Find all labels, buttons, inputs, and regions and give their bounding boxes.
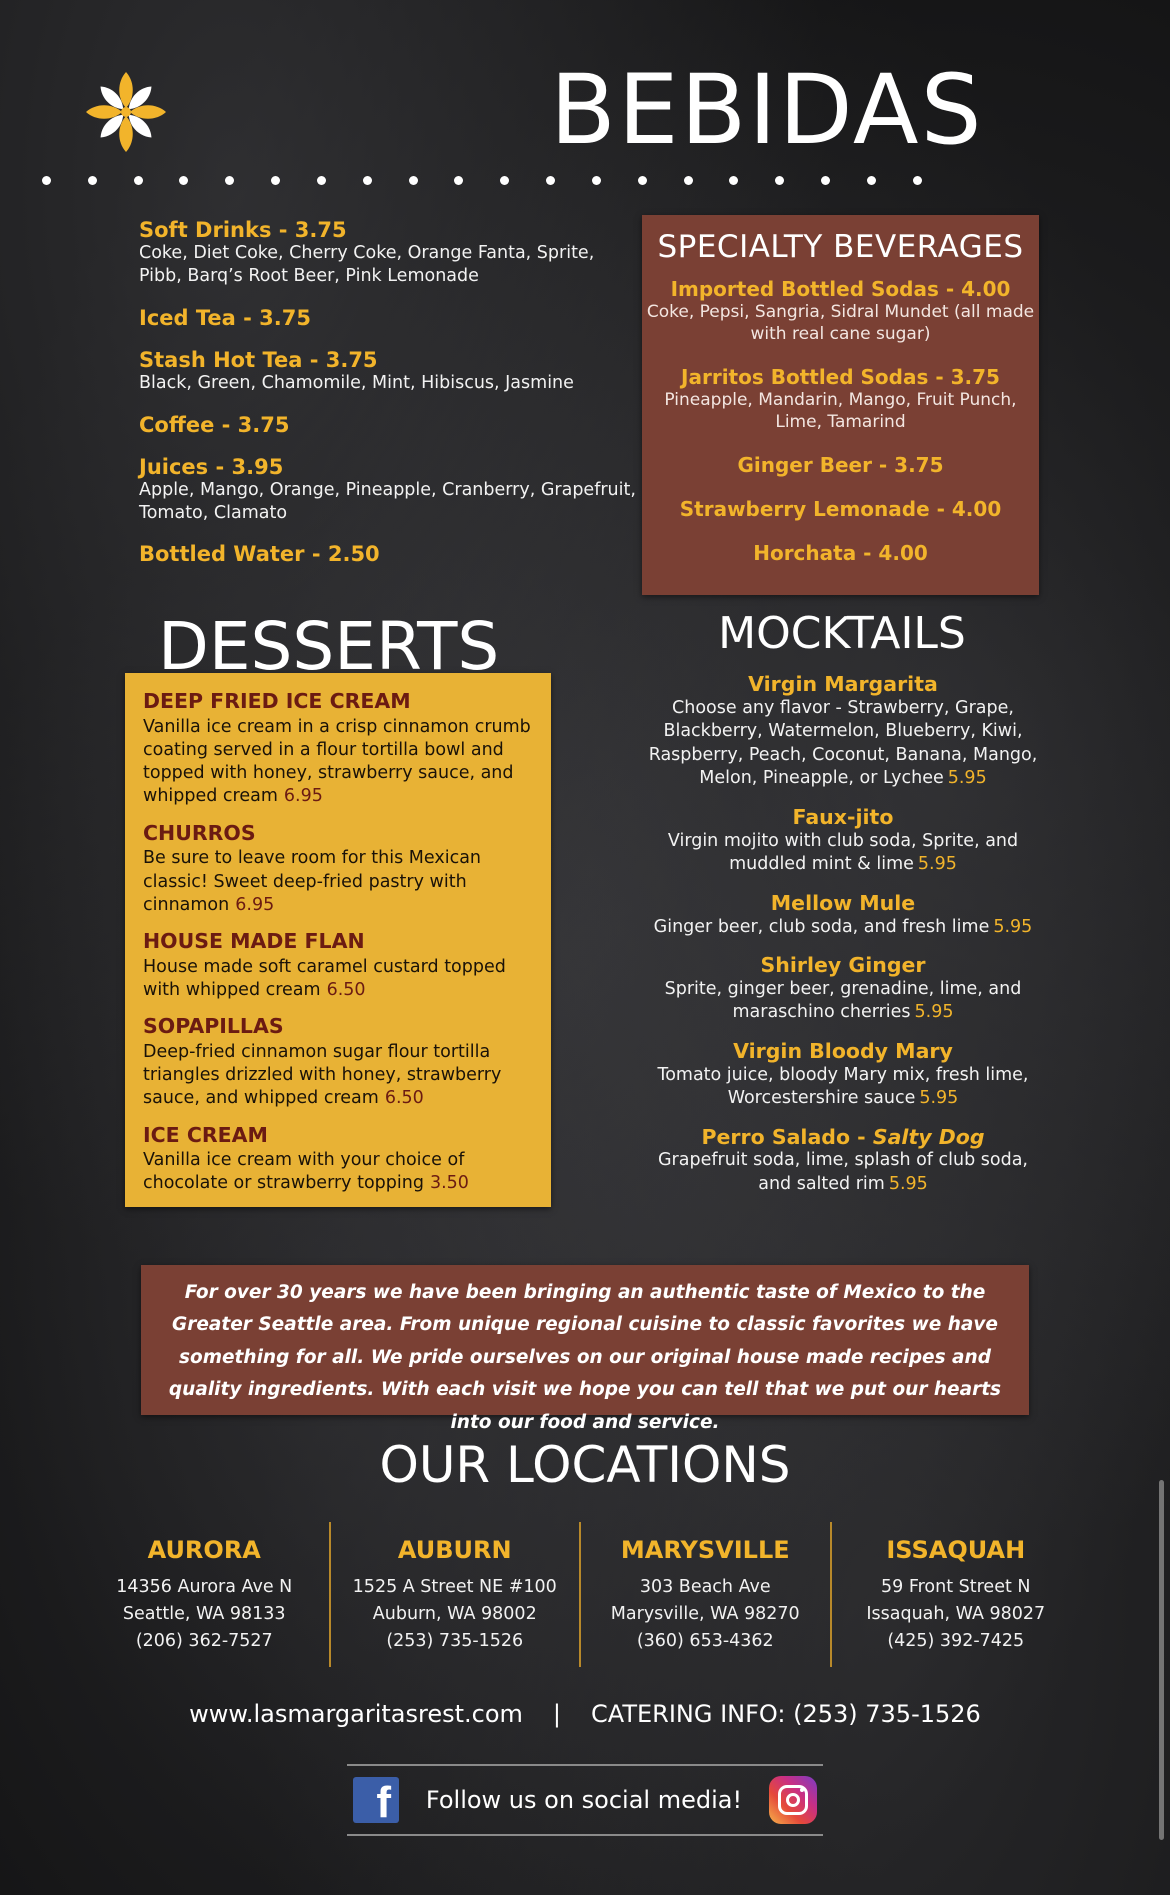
mocktail-price: 5.95 (917, 854, 957, 875)
list-item (139, 306, 639, 330)
website-link[interactable]: www.lasmargaritasrest.com (189, 1700, 523, 1728)
list-item (143, 1123, 533, 1196)
list-item (640, 805, 1046, 877)
drink-name: Bottled Water - 2.50 (139, 542, 380, 567)
mocktail-name: Perro Salado - Salty Dog (701, 1124, 985, 1149)
mocktail-price: 5.95 (919, 1088, 959, 1109)
list-item (139, 218, 639, 288)
drink-desc: Black, Green, Chamomile, Mint, Hibiscus, Jasmine (139, 372, 574, 393)
dessert-name: ICE CREAM (143, 1122, 268, 1147)
location-city: Issaquah, WA 98027 (866, 1604, 1046, 1625)
mocktail-name: Virgin Margarita (748, 672, 938, 696)
dessert-desc-text: Deep-fried cinnamon sugar flour tortilla triangles drizzled with honey, strawberry sauce, and whipped cream (143, 1041, 502, 1109)
item-name: Imported Bottled Sodas - 4.00 (670, 277, 1011, 301)
location-phone[interactable]: (425) 392-7425 (887, 1631, 1025, 1652)
mocktail-price: 5.95 (914, 1002, 954, 1023)
list-item (640, 891, 1046, 939)
list-item (642, 453, 1039, 477)
item-name: Jarritos Bottled Sodas - 3.75 (681, 365, 1000, 390)
locations-row (80, 1522, 1080, 1667)
list-item (139, 348, 639, 395)
dessert-desc-text: Vanilla ice cream with your choice of chocolate or strawberry topping (143, 1150, 465, 1194)
location-street: 14356 Aurora Ave N (116, 1577, 293, 1597)
drink-name: Iced Tea - 3.75 (139, 305, 311, 330)
dessert-desc-text: Be sure to leave room for this Mexican classic! Sweet deep-fried pastry with cinnamon (143, 848, 482, 915)
drink-name: Soft Drinks - 3.75 (139, 218, 347, 242)
list-item (640, 953, 1046, 1025)
drink-desc: Coke, Diet Coke, Cherry Coke, Orange Fanta, Sprite, Pibb, Barq’s Root Beer, Pink Lemonade (139, 243, 595, 286)
list-item (640, 672, 1046, 791)
section-title: MOCKTAILS (718, 608, 966, 659)
location-name: AUBURN (397, 1536, 512, 1564)
location-name: AURORA (147, 1536, 261, 1564)
location-phone[interactable]: (360) 653-4362 (636, 1631, 774, 1652)
mocktail-desc: Ginger beer, club soda, and fresh lime 5.95 (653, 916, 1033, 937)
item-name: Ginger Beer - 3.75 (737, 453, 944, 478)
footer-contact (0, 1700, 1170, 1728)
dessert-desc (143, 956, 533, 1003)
list-item (139, 542, 639, 566)
dessert-price: 6.50 (326, 979, 366, 1000)
location-card (329, 1522, 580, 1667)
scrollbar[interactable] (1159, 1480, 1164, 1840)
location-city: Auburn, WA 98002 (372, 1604, 537, 1625)
dessert-price: 6.50 (384, 1088, 424, 1109)
list-item (143, 821, 533, 917)
dessert-desc (143, 847, 533, 917)
mocktail-price: 5.95 (947, 768, 987, 789)
drinks-list (139, 218, 639, 585)
mocktail-name: Virgin Bloody Mary (733, 1039, 953, 1063)
mocktail-desc: Tomato juice, bloody Mary mix, fresh lime, Worcestershire sauce 5.95 (657, 1064, 1029, 1109)
flower-icon (84, 70, 168, 154)
section-title: SPECIALTY BEVERAGES (657, 229, 1024, 265)
social-text: Follow us on social media! (425, 1786, 743, 1814)
mocktail-name: Mellow Mule (770, 890, 916, 915)
facebook-icon[interactable]: f (353, 1777, 399, 1823)
location-street: 303 Beach Ave (639, 1577, 771, 1597)
social-bar (347, 1764, 823, 1836)
location-name: MARYSVILLE (620, 1536, 790, 1564)
dessert-desc (143, 1041, 533, 1111)
drink-name: Stash Hot Tea - 3.75 (139, 347, 378, 372)
mocktail-name: Faux-jito (792, 805, 894, 830)
item-desc: Pineapple, Mandarin, Mango, Fruit Punch, Lime, Tamarind (664, 390, 1017, 433)
list-item (642, 541, 1039, 565)
specialty-beverages-box (642, 215, 1039, 595)
mocktail-name: Shirley Ginger (760, 953, 926, 978)
location-card (80, 1522, 329, 1667)
dessert-desc-text: House made soft caramel custard topped with whipped cream (143, 956, 506, 1000)
location-city: Marysville, WA 98270 (610, 1604, 800, 1625)
mocktail-desc: Choose any flavor - Strawberry, Grape, Blackberry, Watermelon, Blueberry, Kiwi, Raspberry, Peach, Coconut, Banana, Mango, Melon, Pineapple, or Lychee 5.95 (648, 697, 1038, 789)
mocktail-price: 5.95 (993, 916, 1033, 937)
section-title: OUR LOCATIONS (379, 1436, 791, 1494)
catering-info[interactable]: CATERING INFO: (253) 735-1526 (591, 1700, 981, 1728)
list-item (139, 455, 639, 525)
list-item (139, 413, 639, 437)
dessert-price: 3.50 (429, 1173, 469, 1194)
list-item (642, 277, 1039, 345)
footer-separator: | (552, 1700, 561, 1728)
list-item (143, 689, 533, 809)
page-title: BEBIDAS (550, 54, 984, 166)
dessert-desc (143, 1149, 533, 1196)
location-city: Seattle, WA 98133 (122, 1604, 286, 1625)
mocktail-desc: Sprite, ginger beer, grenadine, lime, and maraschino cherries 5.95 (664, 978, 1022, 1023)
location-street: 1525 A Street NE #100 (352, 1577, 557, 1597)
dessert-name: SOPAPILLAS (143, 1014, 284, 1039)
mocktail-desc: Virgin mojito with club soda, Sprite, and muddled mint & lime 5.95 (667, 830, 1019, 875)
dessert-desc (143, 716, 533, 809)
location-phone[interactable]: (206) 362-7527 (135, 1631, 273, 1652)
drink-name: Coffee - 3.75 (139, 412, 290, 437)
location-card (830, 1522, 1081, 1667)
item-name: Horchata - 4.00 (753, 541, 928, 566)
about-box: For over 30 years we have been bringing an authentic taste of Mexico to the Greater Seattle area. From unique regional cuisine to classic favorites we have something for all. We pride ourselves on our original house made recipes and quality ingredients. With each visit we hope you can tell that we put our hearts into our food and service. (141, 1265, 1029, 1415)
mocktail-desc: Grapefruit soda, lime, splash of club soda, and salted rim 5.95 (657, 1150, 1028, 1195)
list-item (640, 1039, 1046, 1111)
item-name: Strawberry Lemonade - 4.00 (679, 497, 1002, 522)
dessert-name: CHURROS (143, 820, 256, 845)
location-street: 59 Front Street N (881, 1577, 1031, 1597)
mocktails-list (640, 672, 1046, 1211)
drink-desc: Apple, Mango, Orange, Pineapple, Cranberry, Grapefruit, Tomato, Clamato (139, 479, 636, 523)
drink-name: Juices - 3.95 (139, 454, 284, 479)
dessert-name: DEEP FRIED ICE CREAM (143, 689, 411, 713)
list-item (143, 1014, 533, 1110)
dotted-divider (42, 176, 922, 188)
list-item (640, 1125, 1046, 1197)
location-card (579, 1522, 830, 1667)
dessert-price: 6.95 (235, 894, 275, 915)
list-item (642, 365, 1039, 433)
section-title: DESSERTS (158, 608, 500, 685)
item-desc: Coke, Pepsi, Sangria, Sidral Mundet (all made with real cane sugar) (646, 302, 1035, 345)
instagram-icon[interactable] (769, 1776, 817, 1824)
dessert-name: HOUSE MADE FLAN (143, 929, 365, 954)
location-name: ISSAQUAH (886, 1536, 1026, 1564)
dessert-price: 6.95 (283, 786, 323, 807)
list-item (143, 929, 533, 1002)
mocktail-price: 5.95 (888, 1174, 928, 1195)
dessert-desc-text: Vanilla ice cream in a crisp cinnamon crumb coating served in a flour tortilla bowl and topped with honey, strawberry sauce, and whipped cream (143, 716, 531, 807)
list-item (642, 497, 1039, 521)
desserts-box (125, 673, 551, 1207)
location-phone[interactable]: (253) 735-1526 (386, 1631, 524, 1652)
